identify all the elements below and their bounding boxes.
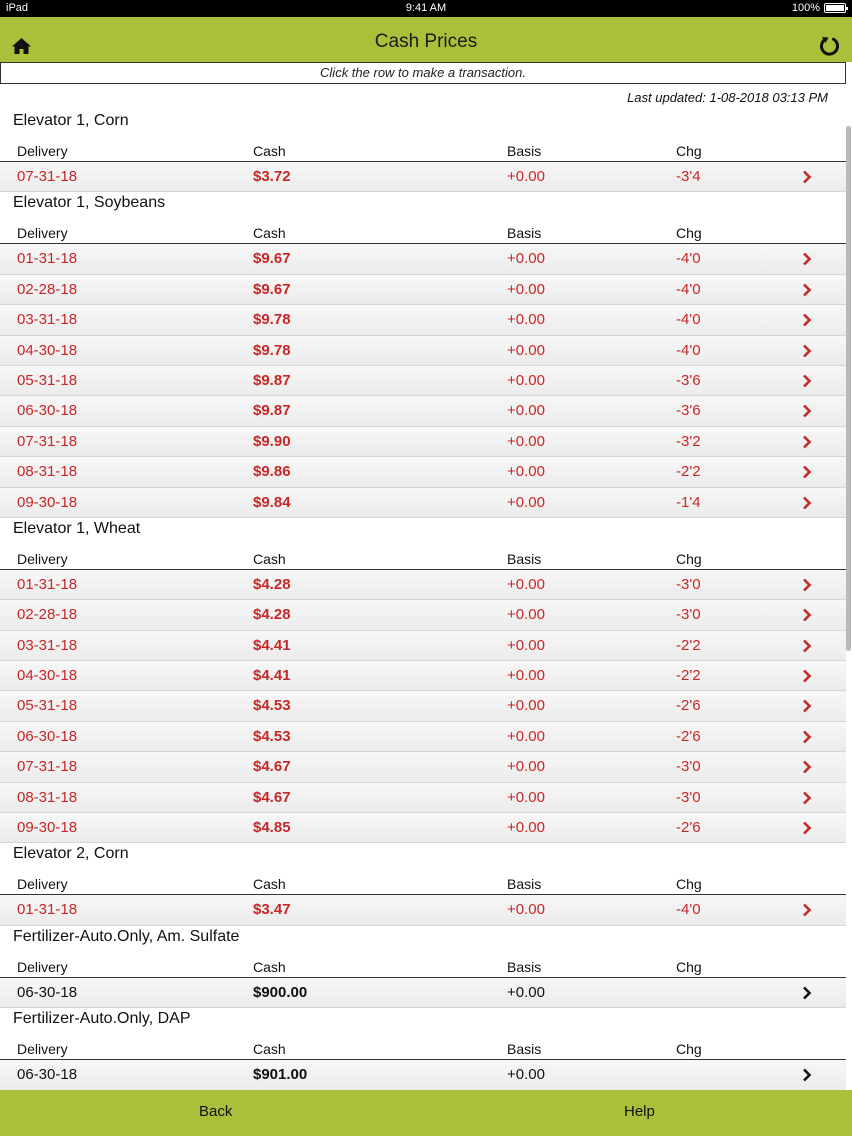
price-row[interactable] (0, 305, 846, 335)
chevron-right-icon[interactable] (802, 404, 812, 418)
price-row[interactable] (0, 366, 846, 396)
cash-prices-list[interactable] (0, 84, 846, 1090)
change-value: -3'2 (676, 432, 701, 450)
change-value: -3'0 (676, 575, 701, 593)
basis-value: +0.00 (507, 697, 545, 715)
basis-value: +0.00 (507, 901, 545, 919)
change-value: -4'0 (676, 250, 701, 268)
cash-price: $9.87 (253, 402, 291, 420)
column-cash-header: Cash (253, 958, 286, 975)
basis-value: +0.00 (507, 311, 545, 329)
cash-price: $9.78 (253, 311, 291, 329)
cash-price: $9.67 (253, 280, 291, 298)
delivery-date: 04-30-18 (17, 341, 78, 359)
chevron-right-icon[interactable] (802, 730, 812, 744)
chevron-right-icon[interactable] (802, 578, 812, 592)
chevron-right-icon[interactable] (802, 435, 812, 449)
cash-price: $4.53 (253, 727, 291, 745)
cash-price: $4.41 (253, 636, 291, 654)
delivery-date: 02-28-18 (17, 280, 78, 298)
column-delivery-header: Delivery (17, 876, 68, 893)
transaction-hint: Click the row to make a transaction. (0, 62, 846, 84)
cash-price: $4.53 (253, 697, 291, 715)
column-basis-header: Basis (507, 225, 542, 242)
help-button[interactable]: Help (624, 1103, 655, 1120)
basis-value: +0.00 (507, 575, 545, 593)
chevron-right-icon[interactable] (802, 903, 812, 917)
column-chg-header: Chg (676, 876, 702, 893)
status-time: 9:41 AM (405, 2, 447, 14)
column-header (0, 1039, 846, 1060)
delivery-date: 09-30-18 (17, 493, 78, 511)
price-row[interactable] (0, 631, 846, 661)
battery-status (792, 2, 846, 14)
basis-value: +0.00 (507, 667, 545, 685)
column-delivery-header: Delivery (17, 143, 68, 159)
price-row[interactable] (0, 488, 846, 518)
cash-price: $901.00 (253, 1066, 308, 1084)
price-row[interactable] (0, 244, 846, 274)
change-value: -4'0 (676, 311, 701, 329)
chevron-right-icon[interactable] (802, 496, 812, 510)
delivery-date: 04-30-18 (17, 667, 78, 685)
cash-price: $9.90 (253, 432, 291, 450)
chevron-right-icon[interactable] (802, 344, 812, 358)
cash-price: $9.86 (253, 463, 291, 481)
price-row[interactable] (0, 978, 846, 1008)
status-bar (0, 0, 852, 17)
change-value: -3'6 (676, 371, 701, 389)
column-header (0, 549, 846, 570)
basis-value: +0.00 (507, 727, 545, 745)
basis-value: +0.00 (507, 341, 545, 359)
change-value: -3'6 (676, 402, 701, 420)
column-cash-header: Cash (253, 225, 286, 242)
cash-price: $4.67 (253, 758, 291, 776)
delivery-date: 02-28-18 (17, 606, 78, 624)
column-cash-header: Cash (253, 1041, 286, 1058)
delivery-date: 05-31-18 (17, 697, 78, 715)
column-basis-header: Basis (507, 876, 542, 893)
battery-icon (824, 3, 846, 13)
chevron-right-icon[interactable] (802, 760, 812, 774)
section-title: Fertilizer-Auto.Only, Am. Sulfate (13, 927, 240, 945)
column-chg-header: Chg (676, 225, 702, 242)
column-delivery-header: Delivery (17, 958, 68, 975)
delivery-date: 03-31-18 (17, 636, 78, 654)
basis-value: +0.00 (507, 463, 545, 481)
price-row[interactable] (0, 813, 846, 843)
chevron-right-icon[interactable] (802, 283, 812, 297)
column-delivery-header: Delivery (17, 225, 68, 242)
change-value: -4'0 (676, 280, 701, 298)
chevron-right-icon[interactable] (802, 791, 812, 805)
column-chg-header: Chg (676, 958, 702, 975)
chevron-right-icon[interactable] (802, 608, 812, 622)
change-value: -2'6 (676, 697, 701, 715)
chevron-right-icon[interactable] (802, 986, 812, 1000)
price-row[interactable] (0, 427, 846, 457)
column-chg-header: Chg (676, 1041, 702, 1058)
cash-price: $9.84 (253, 493, 291, 511)
delivery-date: 08-31-18 (17, 463, 78, 481)
column-delivery-header: Delivery (17, 1041, 68, 1058)
basis-value: +0.00 (507, 402, 545, 420)
change-value: -2'2 (676, 463, 701, 481)
back-button[interactable]: Back (199, 1103, 233, 1120)
basis-value: +0.00 (507, 606, 545, 624)
price-row[interactable] (0, 600, 846, 630)
change-value: -2'6 (676, 819, 701, 837)
change-value: -3'0 (676, 788, 701, 806)
price-row[interactable] (0, 722, 846, 752)
column-header (0, 223, 846, 244)
section-title: Elevator 1, Wheat (13, 519, 141, 537)
top-bar (0, 17, 852, 62)
device-label: iPad (6, 2, 29, 14)
basis-value: +0.00 (507, 983, 545, 1001)
chevron-right-icon[interactable] (802, 170, 812, 184)
price-row[interactable] (0, 752, 846, 782)
basis-value: +0.00 (507, 432, 545, 450)
cash-price: $4.85 (253, 819, 291, 837)
column-header (0, 874, 846, 895)
cash-price: $4.67 (253, 788, 291, 806)
basis-value: +0.00 (507, 250, 545, 268)
delivery-date: 06-30-18 (17, 983, 78, 1001)
column-basis-header: Basis (507, 143, 542, 159)
scrollbar[interactable] (846, 126, 851, 651)
chevron-right-icon[interactable] (802, 669, 812, 683)
section-title: Fertilizer-Auto.Only, DAP (13, 1010, 191, 1028)
price-row[interactable] (0, 783, 846, 813)
change-value: -4'0 (676, 341, 701, 359)
change-value: -2'2 (676, 667, 701, 685)
basis-value: +0.00 (507, 371, 545, 389)
chevron-right-icon[interactable] (802, 313, 812, 327)
delivery-date: 07-31-18 (17, 432, 78, 450)
battery-percent: 100% (791, 2, 820, 14)
delivery-date: 06-30-18 (17, 402, 78, 420)
change-value: -3'0 (676, 758, 701, 776)
change-value: -3'0 (676, 606, 701, 624)
column-cash-header: Cash (253, 876, 286, 893)
change-value: -3'4 (676, 168, 701, 185)
basis-value: +0.00 (507, 1066, 545, 1084)
column-header (0, 957, 846, 978)
cash-price: $3.72 (253, 168, 291, 185)
column-basis-header: Basis (507, 550, 542, 567)
chevron-right-icon[interactable] (802, 699, 812, 713)
delivery-date: 01-31-18 (17, 250, 78, 268)
delivery-date: 06-30-18 (17, 1066, 78, 1084)
delivery-date: 06-30-18 (17, 727, 78, 745)
section-title: Elevator 2, Corn (13, 845, 129, 863)
change-value: -1'4 (676, 493, 701, 511)
delivery-date: 09-30-18 (17, 819, 78, 837)
basis-value: +0.00 (507, 280, 545, 298)
basis-value: +0.00 (507, 168, 545, 185)
chevron-right-icon[interactable] (802, 821, 812, 835)
price-row[interactable] (0, 691, 846, 721)
price-row[interactable] (0, 275, 846, 305)
column-basis-header: Basis (507, 1041, 542, 1058)
column-cash-header: Cash (253, 143, 286, 159)
price-row[interactable] (0, 570, 846, 600)
price-row[interactable] (0, 162, 846, 192)
cash-price: $4.28 (253, 606, 291, 624)
basis-value: +0.00 (507, 636, 545, 654)
cash-price: $9.78 (253, 341, 291, 359)
chevron-right-icon[interactable] (802, 639, 812, 653)
refresh-icon[interactable] (819, 35, 841, 57)
cash-price: $9.87 (253, 371, 291, 389)
price-row[interactable] (0, 396, 846, 426)
chevron-right-icon[interactable] (802, 1068, 812, 1082)
price-row[interactable] (0, 336, 846, 366)
column-header (0, 141, 846, 162)
basis-value: +0.00 (507, 493, 545, 511)
change-value: -2'2 (676, 636, 701, 654)
column-delivery-header: Delivery (17, 550, 68, 567)
column-chg-header: Chg (676, 143, 702, 159)
chevron-right-icon[interactable] (802, 374, 812, 388)
price-row[interactable] (0, 661, 846, 691)
delivery-date: 07-31-18 (17, 758, 78, 776)
cash-price: $900.00 (253, 983, 308, 1001)
section-title: Elevator 1, Corn (13, 112, 129, 129)
basis-value: +0.00 (507, 788, 545, 806)
section-title: Elevator 1, Soybeans (13, 194, 166, 212)
chevron-right-icon[interactable] (802, 465, 812, 479)
price-row[interactable] (0, 1060, 846, 1090)
bottom-bar (0, 1090, 852, 1136)
page-title: Cash Prices (374, 31, 478, 52)
cash-price: $9.67 (253, 250, 291, 268)
column-basis-header: Basis (507, 958, 542, 975)
column-chg-header: Chg (676, 550, 702, 567)
cash-price: $4.28 (253, 575, 291, 593)
price-row[interactable] (0, 895, 846, 925)
last-updated: Last updated: 1-08-2018 03:13 PM (627, 90, 828, 105)
price-row[interactable] (0, 457, 846, 487)
chevron-right-icon[interactable] (802, 252, 812, 266)
delivery-date: 08-31-18 (17, 788, 78, 806)
cash-price: $3.47 (253, 901, 291, 919)
delivery-date: 07-31-18 (17, 168, 78, 185)
delivery-date: 03-31-18 (17, 311, 78, 329)
column-cash-header: Cash (253, 550, 286, 567)
basis-value: +0.00 (507, 819, 545, 837)
delivery-date: 01-31-18 (17, 901, 78, 919)
delivery-date: 05-31-18 (17, 371, 78, 389)
change-value: -4'0 (676, 901, 701, 919)
change-value: -2'6 (676, 727, 701, 745)
delivery-date: 01-31-18 (17, 575, 78, 593)
cash-price: $4.41 (253, 667, 291, 685)
basis-value: +0.00 (507, 758, 545, 776)
